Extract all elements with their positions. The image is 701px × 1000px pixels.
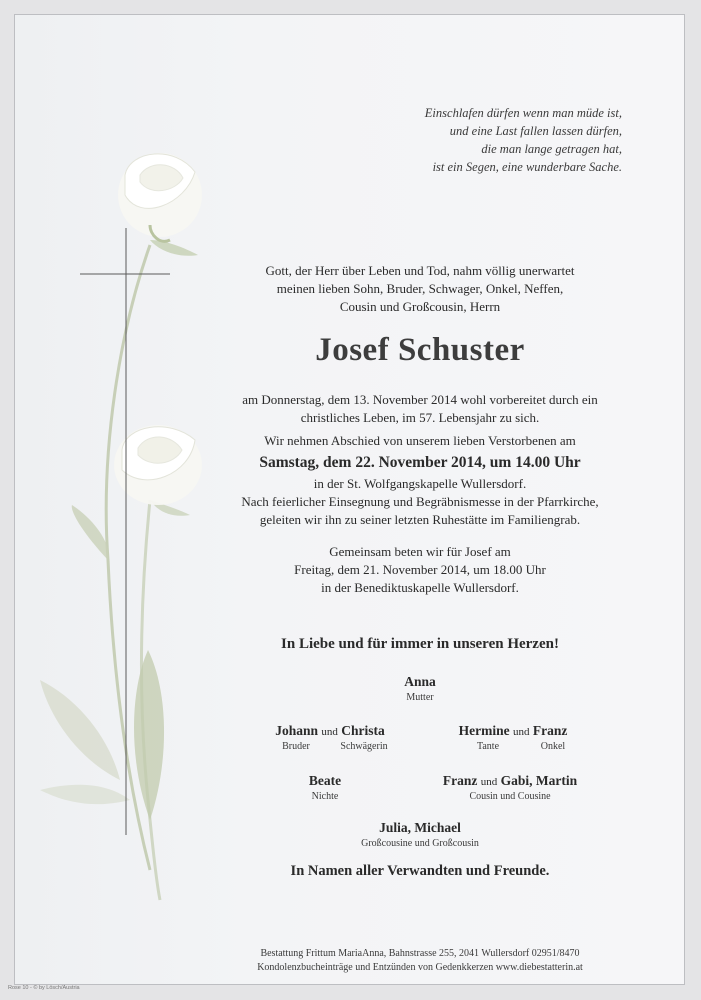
funeral-date: Samstag, dem 22. November 2014, um 14.00 Uhr [259, 454, 581, 471]
death-notice-line: christliches Leben, im 57. Lebensjahr zu sich. [300, 410, 540, 425]
mourner-role: Cousin und Cousine [469, 791, 551, 802]
footer-line: Kondolenzbucheinträge und Entzünden von Gedenkkerzen www.diebestatterin.at [257, 962, 583, 973]
mourner-hermine-franz [433, 723, 593, 752]
mourner-name: Christa [341, 723, 385, 738]
mourner-name: Julia, Michael [379, 820, 461, 835]
funeral-info [210, 432, 630, 529]
funeral-detail-line: Nach feierlicher Einsegnung und Begräbnismesse in der Pfarrkirche, [241, 494, 599, 509]
quote-line: und eine Last fallen lassen dürfen, [449, 124, 622, 138]
intro-text [210, 262, 630, 316]
deceased-name: Josef Schuster [315, 332, 525, 368]
mourner-beate [275, 773, 375, 802]
und-connector: und [480, 776, 498, 788]
mourner-johann-christa [250, 723, 410, 752]
quote-line: ist ein Segen, eine wunderbare Sache. [432, 160, 622, 174]
prayer-info [210, 543, 630, 597]
intro-line: meinen lieben Sohn, Bruder, Schwager, Onkel, Neffen, [276, 281, 564, 296]
und-connector: und [512, 726, 530, 738]
epigraph-quote [262, 104, 622, 176]
mourner-julia-michael [340, 820, 500, 849]
intro-line: Gott, der Herr über Leben und Tod, nahm völlig unerwartet [265, 263, 575, 278]
image-credit: Rose 10 - © by Lösch/Austria [8, 985, 80, 991]
mourner-franz-gabi [425, 773, 595, 802]
funeral-detail-line: geleiten wir ihn zu seiner letzten Ruhestätte im Familiengrab. [259, 512, 581, 527]
mourner-name: Franz [532, 723, 568, 738]
death-notice [210, 391, 630, 427]
closing-line: In Namen aller Verwandten und Freunde. [290, 863, 550, 879]
mourner-role: Onkel [540, 741, 566, 752]
mourner-role: Bruder [282, 741, 310, 752]
mourner-anna [370, 674, 470, 703]
mourner-role: Nichte [311, 791, 339, 802]
funeral-detail-line: in der St. Wolfgangskapelle Wullersdorf. [313, 476, 527, 491]
footer-line: Bestattung Frittum MariaAnna, Bahnstrasse 255, 2041 Wullersdorf 02951/8470 [260, 948, 580, 959]
mourner-name: Beate [308, 773, 342, 788]
mourner-role: Tante [476, 741, 500, 752]
mourner-role: Mutter [406, 692, 434, 703]
mourner-name: Hermine [458, 723, 510, 738]
prayer-line: Freitag, dem 21. November 2014, um 18.00 Uhr [294, 562, 546, 577]
intro-line: Cousin und Großcousin, Herrn [339, 299, 501, 314]
mourner-role: Großcousine und Großcousin [361, 838, 479, 849]
mourner-name: Johann [275, 723, 319, 738]
quote-line: die man lange getragen hat, [481, 142, 622, 156]
farewell-intro: Wir nehmen Abschied von unserem lieben Verstorbenen am [264, 433, 576, 448]
prayer-line: in der Benediktuskapelle Wullersdorf. [321, 580, 519, 595]
quote-line: Einschlafen dürfen wenn man müde ist, [424, 106, 622, 120]
mourner-role: Schwägerin [340, 741, 388, 752]
prayer-line: Gemeinsam beten wir für Josef am [329, 544, 511, 559]
footer [180, 947, 660, 975]
love-line: In Liebe und für immer in unseren Herzen! [281, 636, 559, 652]
mourner-name: Franz [442, 773, 478, 788]
mourner-name: Gabi, Martin [500, 773, 578, 788]
death-notice-line: am Donnerstag, dem 13. November 2014 wohl vorbereitet durch ein [242, 392, 598, 407]
und-connector: und [321, 726, 338, 738]
mourner-name: Anna [404, 674, 436, 689]
